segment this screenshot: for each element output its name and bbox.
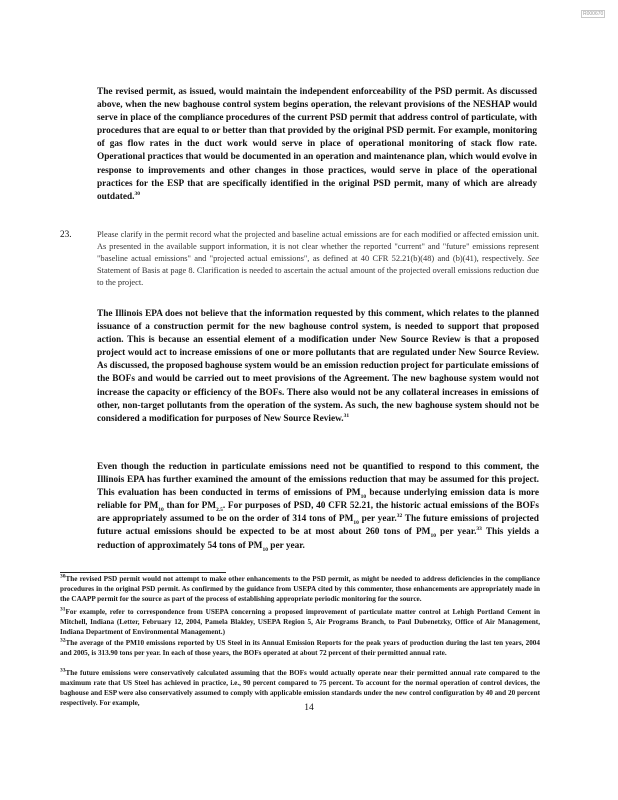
footnote-30: $^{30}$The revised PSD permit would not attempt to make other enhancements to the PSD permit, as might be needed to address deficiencies in the compliance procedures in the original PSD permit. As confirmed by the guidance from USEPA cited by this commenter, those enhancements are appropriately made in the CAAPP permit for the source as part of the process of establishing appropriate periodic monitoring for the source. [60, 573, 540, 603]
footnote-ref-31: 31 [343, 412, 350, 419]
see-signal: See [527, 254, 540, 264]
footnote-separator [60, 572, 226, 573]
footnote-32: $^{32}$The average of the PM10 emissions reported by US Steel in its Annual Emission Reports for the peak years of production during the last ten years, 2004 and 2005, is 313.90 tons per year. In each of those years, the BOFs operated at about 72 percent of their permitted annual rate. [60, 637, 540, 657]
comment-23-text: Please clarify in the permit record what the projected and baseline actual emissions are for each modified or affected emission unit. As presented in the available support information, it is not clear whether the reported "current" and "future" emissions represent "baseline actual emissions" and "projected actual emissions", as defined at 40 CFR 52.21(b)(48) and (b)(41), respectively. See Statement of Basis at page 8. Clarification is needed to ascertain the actual amount of the projected overall emissions reduction due to the project. [97, 230, 540, 288]
response-paragraph-3: Even though the reduction in particulate emissions need not be quantified to respond to this comment, the Illinois EPA has further examined the amount of the emissions reduction that may be assumed for this project. This evaluation has been conducted in terms of emissions of $PM_{10}$ because underlying emission data is more reliable for $PM_{10}$ than for $PM_{2.5}$. For purposes of PSD, 40 CFR 52.21, the historic actual emissions of the BOFs are appropriately assumed to be on the order of 314 tons of $PM_{10}$ per year.$^{32}$ The future emissions of projected future actual emissions should be expected to be at most about 260 tons of $PM_{10}$ per year.$^{33}$ This yields a reduction of approximately 54 tons of $PM_{10}$ per year. [97, 462, 540, 553]
footnote-ref-32: 32 [396, 513, 403, 520]
response-paragraph-2: The Illinois EPA does not believe that the information requested by this comment, which relates to the planned issuance of a construction permit for the new baghouse control system, is needed to support that proposed action. This is because an essential element of a modification under New Source Review is that a proposed project would act to increase emissions of one or more pollutants that are regulated under New Source Review. As discussed, the proposed baghouse system would be an emission reduction project for particulate emissions of the BOFs and would be carried out to meet provisions of the Agreement. The new baghouse system would not increase the capacity or efficiency of the BOFs. There also would not be any collateral increases in emissions of other, non-target pollutants from the operation of the system. As such, the new baghouse system should not be considered a modification for purposes of New Source Review.$^{31}$ [97, 309, 539, 424]
bates-stamp: R000670 [583, 11, 604, 17]
footnote-ref-33: 33 [476, 526, 482, 533]
item-number-23: 23. [60, 230, 72, 240]
response-paragraph-1: The revised permit, as issued, would maintain the independent enforceability of the PSD permit. As discussed above, when the new baghouse control system begins operation, the relevant provisions of the NESHAP would serve in place of the compliance procedures of the current PSD permit that address control of particulate, with procedures that are equal to or better than that provided by the original PSD permit. For example, monitoring of gas flow rates in the duct work would serve in place of operational monitoring of stack flow rate. Operational practices that would be documented in an operation and maintenance plan, which would evolve in response to improvements and other changes in those practices, would serve in place of the operational practices for the ESP that are specifically identified in the original PSD permit, many of which are already outdated.$^{30}$ [97, 87, 537, 202]
footnote-31: $^{31}$For example, refer to correspondence from USEPA concerning a proposed improvement of particulate matter control at Lehigh Portland Cement in Mitchell, Indiana (Letter, February 12, 2004, Pamela Blakley, USEPA Region 5, Air Programs Branch, to Paul Dubenetzky, Office of Air Management, Indiana Department of Environmental Management.) [60, 606, 540, 636]
footnote-33: $^{33}$The future emissions were conservatively calculated assuming that the BOFs would actually operate near their permitted annual rate compared to the maximum rate that US Steel has achieved in practice, i.e., 90 percent compared to 75 percent. To account for the normal operation of control devices, the baghouse and ESP were also conservatively assumed to comply with applicable emission standards under the new control configuration by 40 and 20 percent respectively. For example, [60, 667, 540, 707]
footnote-ref-30: 30 [134, 190, 140, 197]
page-number: 14 [304, 703, 314, 713]
